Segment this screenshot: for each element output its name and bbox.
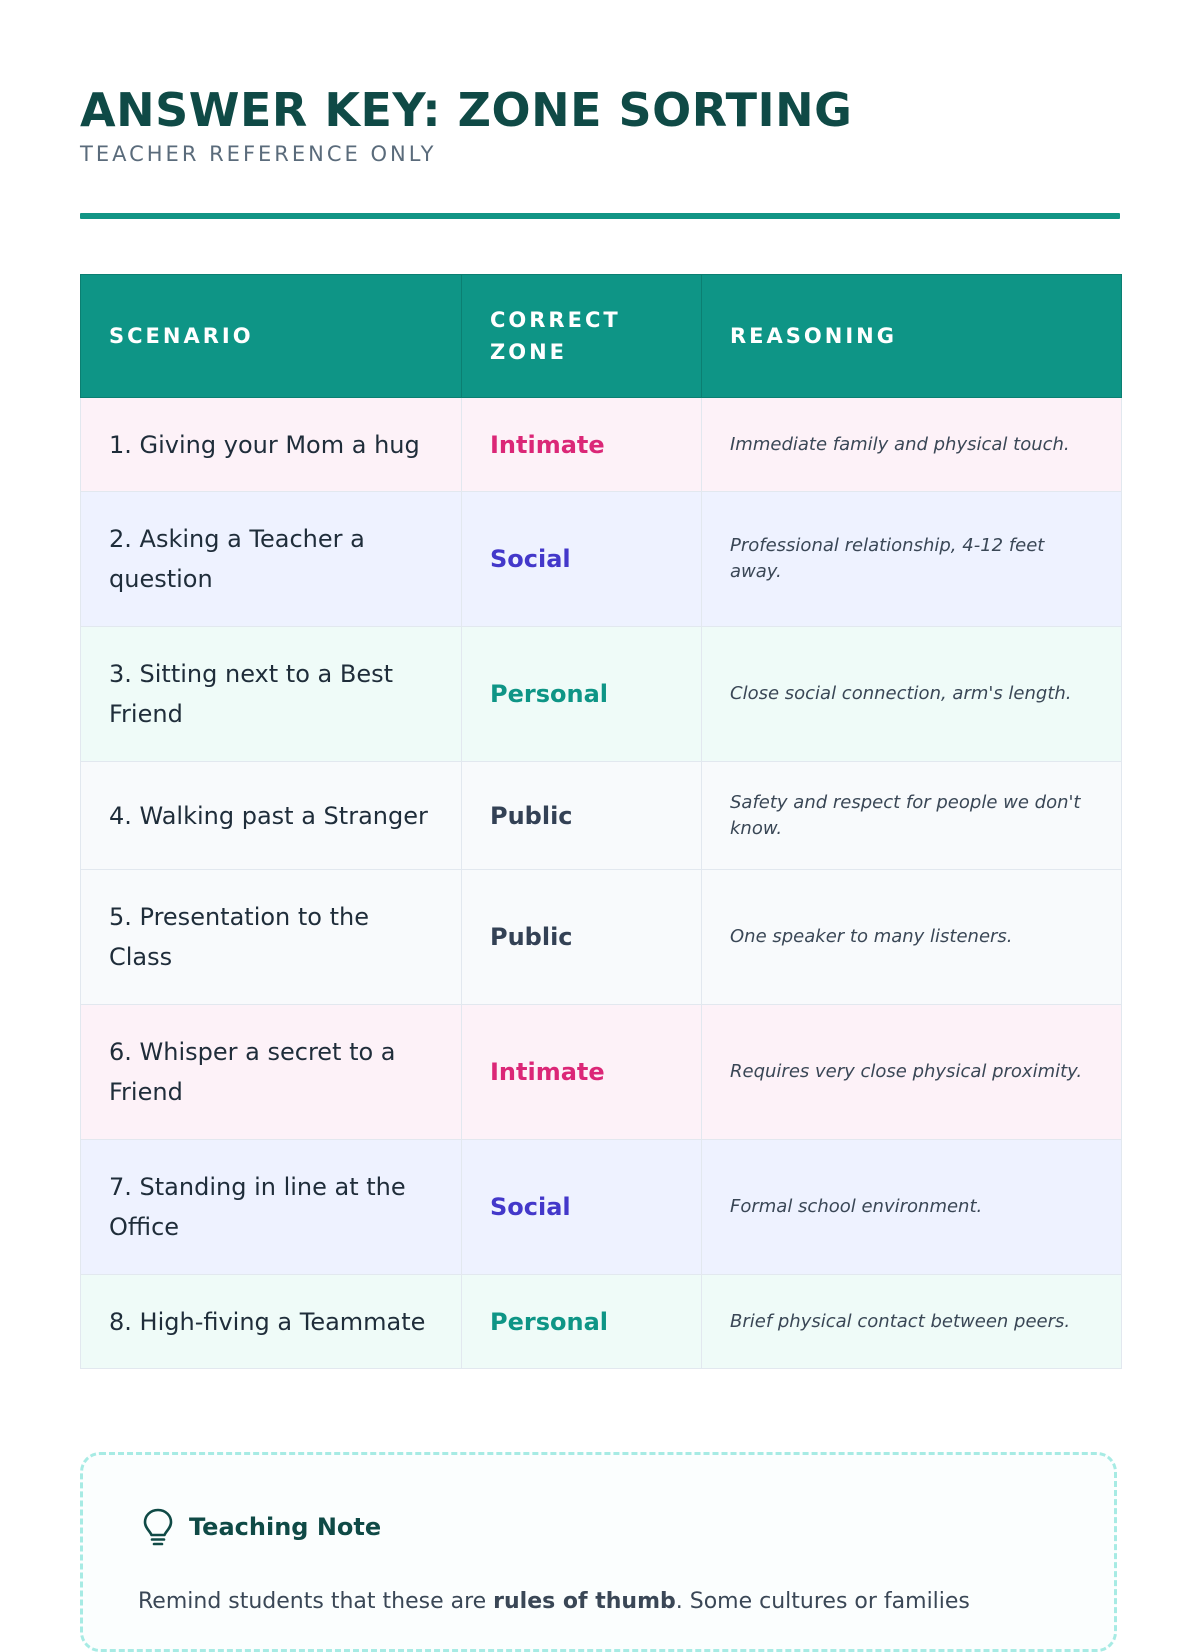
reasoning-cell: Brief physical contact between peers.: [702, 1275, 1122, 1369]
teaching-note-emphasis: rules of thumb: [493, 1589, 676, 1614]
column-header-reasoning: REASONING: [702, 275, 1122, 398]
table-body: [81, 398, 1122, 1369]
zone-cell: Personal: [462, 627, 702, 762]
teaching-note-header: [141, 1507, 381, 1547]
table-header: [81, 275, 1122, 398]
teaching-note-title: Teaching Note: [189, 1513, 382, 1541]
scenario-cell: 5. Presentation to the Class: [81, 870, 462, 1005]
zone-cell: Public: [462, 762, 702, 870]
scenario-cell: 2. Asking a Teacher a question: [81, 492, 462, 627]
reasoning-cell: Requires very close physical proximity.: [702, 1005, 1122, 1140]
reasoning-cell: One speaker to many listeners.: [702, 870, 1122, 1005]
page-subtitle: TEACHER REFERENCE ONLY: [80, 142, 437, 166]
table-row: [81, 398, 1122, 492]
reasoning-cell: Formal school environment.: [702, 1140, 1122, 1275]
table-row: [81, 1275, 1122, 1369]
reasoning-cell: Safety and respect for people we don't know.: [702, 762, 1122, 870]
column-header-scenario: SCENARIO: [81, 275, 462, 398]
table-row: [81, 870, 1122, 1005]
zone-cell: Intimate: [462, 1005, 702, 1140]
scenario-cell: 4. Walking past a Stranger: [81, 762, 462, 870]
scenario-cell: 1. Giving your Mom a hug: [81, 398, 462, 492]
scenario-cell: 6. Whisper a secret to a Friend: [81, 1005, 462, 1140]
zone-cell: Social: [462, 492, 702, 627]
zone-cell: Social: [462, 1140, 702, 1275]
header-divider: [80, 213, 1120, 219]
reasoning-cell: Immediate family and physical touch.: [702, 398, 1122, 492]
table-header-row: [81, 275, 1122, 398]
zone-cell: Intimate: [462, 398, 702, 492]
teaching-note-text-end: . Some cultures or families: [675, 1589, 970, 1614]
column-header-correct-zone-label: CORRECT ZONE: [490, 308, 621, 364]
reasoning-cell: Close social connection, arm's length.: [702, 627, 1122, 762]
zone-cell: Public: [462, 870, 702, 1005]
page-title: ANSWER KEY: ZONE SORTING: [80, 83, 853, 137]
scenario-cell: 8. High-fiving a Teammate: [81, 1275, 462, 1369]
teaching-note-text-start: Remind students that these are: [138, 1589, 494, 1614]
page-header: [80, 82, 1120, 166]
table-row: [81, 762, 1122, 870]
scenario-cell: 3. Sitting next to a Best Friend: [81, 627, 462, 762]
table-row: [81, 1140, 1122, 1275]
scenario-cell: 7. Standing in line at the Office: [81, 1140, 462, 1275]
table-row: [81, 492, 1122, 627]
teaching-note-box: [80, 1452, 1117, 1652]
table-row: [81, 627, 1122, 762]
teaching-note-text: [138, 1585, 1068, 1619]
reasoning-cell: Professional relationship, 4-12 feet away.: [702, 492, 1122, 627]
zone-cell: Personal: [462, 1275, 702, 1369]
answer-table: [80, 274, 1122, 1369]
lightbulb-icon: [141, 1507, 175, 1547]
column-header-correct-zone: [462, 275, 702, 398]
table-row: [81, 1005, 1122, 1140]
